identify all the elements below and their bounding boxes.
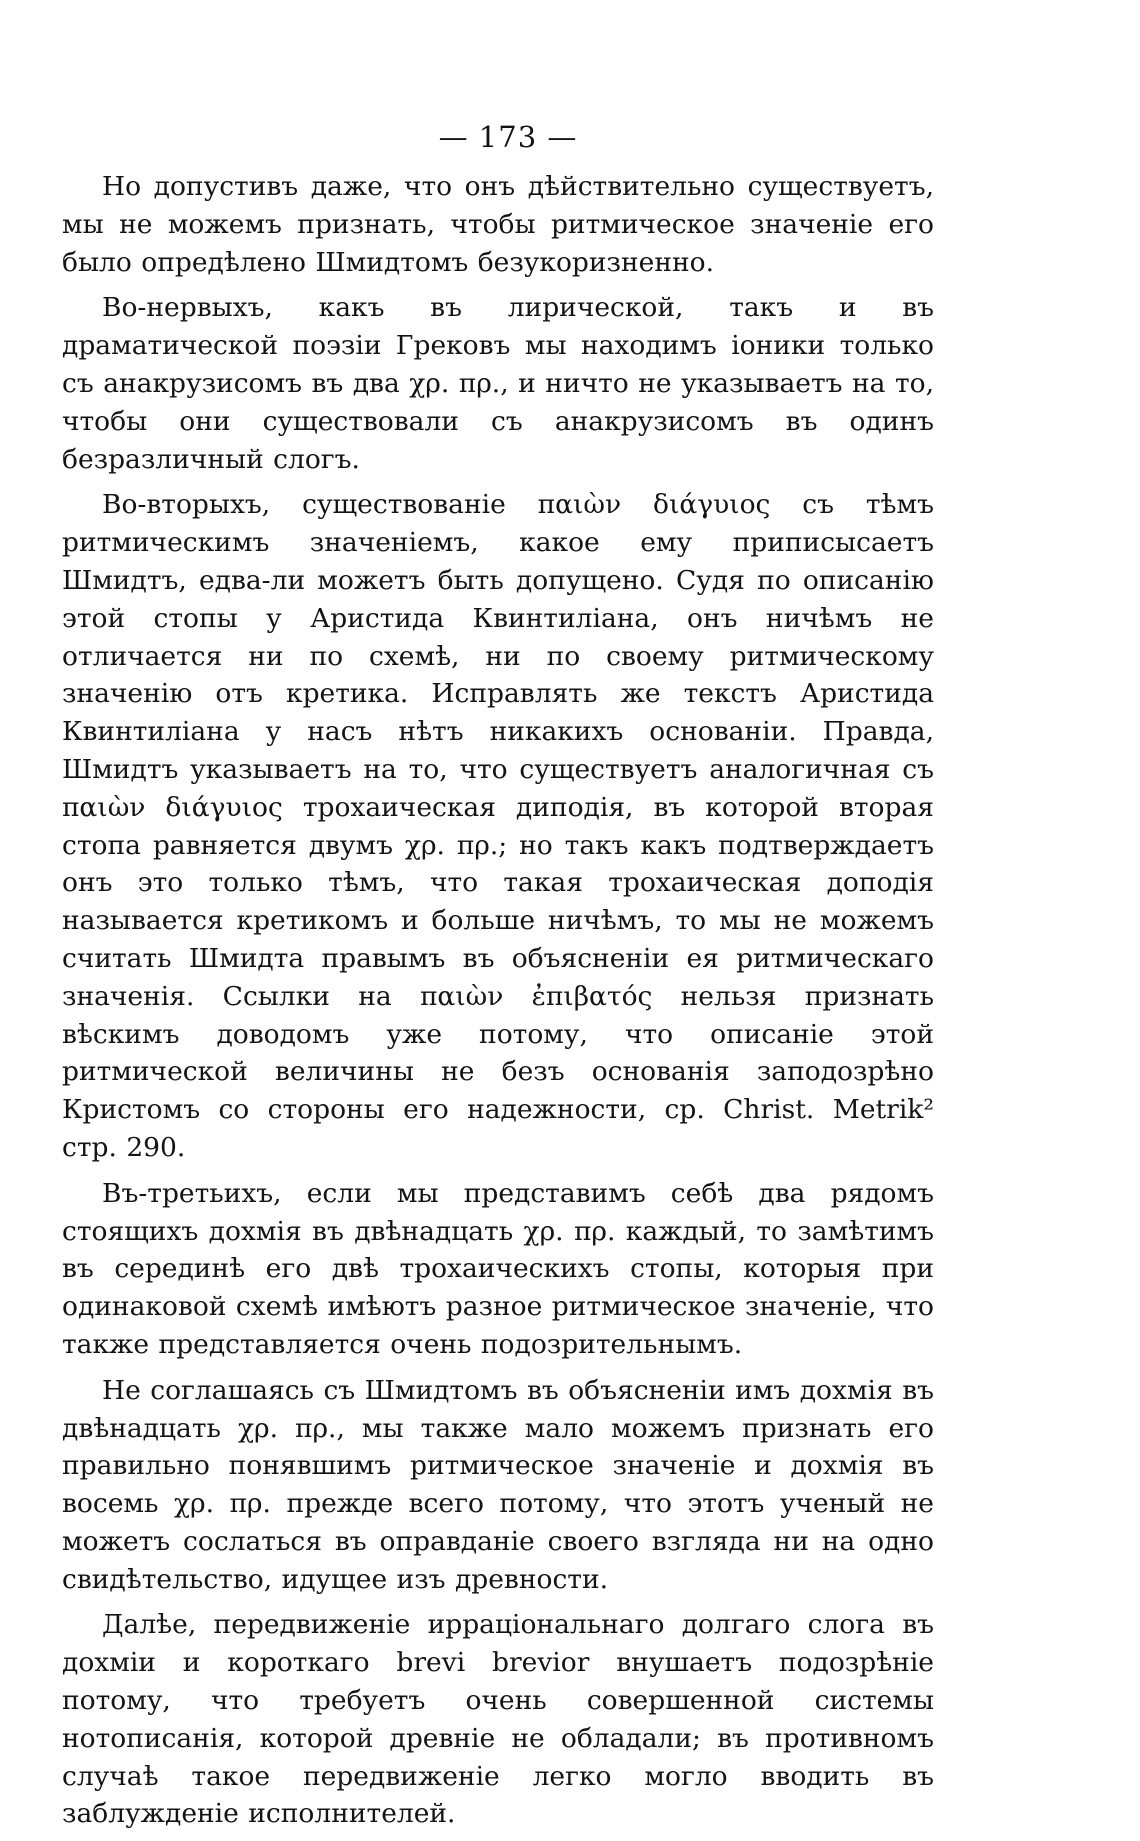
- paragraph-4: Въ-третьихъ, если мы представимъ себѣ два рядомъ стоящихъ дохмiя въ двѣнадцать χρ. πρ. каждый, то замѣтимъ въ серединѣ его двѣ трохаическихъ стопы, которыя при одинаковой схемѣ имѣютъ разное ритмическое значенiе, что также представляется очень подозрительнымъ.: [62, 1177, 934, 1360]
- paragraph-2: Во-нервыхъ, какъ въ лирической, такъ и въ драматической поэзiи Грековъ мы находимъ iоники только съ анакрузисомъ въ два χρ. πρ., и ничто не указываетъ на то, чтобы они существовали съ анакрузисомъ въ одинъ безразличный слогъ.: [62, 292, 934, 475]
- paragraph-3: Во-вторыхъ, существованiе παιὼν διάγυιος съ тѣмъ ритмическимъ значенiемъ, какое ему приписысаетъ Шмидтъ, едва-ли можетъ быть допущено. Судя по описанiю этой стопы у Аристида Квинтилiана, онъ ничѣмъ не отличается ни по схемѣ, ни по своему ритмическому значенiю отъ кретика. Исправлять же текстъ Аристида Квинтилiана у насъ нѣтъ никакихъ основанiи. Правда, Шмидтъ указываетъ на то, что существуетъ аналогичная съ παιὼν διάγυιος трохаическая диподiя, въ которой вторая стопа равняется двумъ χρ. πρ.; но такъ какъ подтверждаетъ онъ это только тѣмъ, что такая трохаическая доподiя называется кретикомъ и больше ничѣмъ, то мы не можемъ считать Шмидта правымъ въ объясненiи ея ритмическаго значенiя. Ссылки на παιὼν ἐπιβατός нельзя признать вѣскимъ доводомъ уже потому, что описанiе этой ритмической величины не безъ основанiя заподозрѣно Кристомъ со стороны его надежности, ср. Christ. Metrik² стр. 290.: [62, 489, 934, 1163]
- paragraph-6: Далѣе, передвиженiе ирраціональнаго долгаго слога въ дохмiи и короткаго brevi brevior внушаетъ подозрѣнiе потому, что требуетъ очень совершенной системы нотописанiя, которой древнiе не обладали; въ противномъ случаѣ такое передвиженiе легко могло вводить въ заблужденiе исполнителей.: [62, 1609, 934, 1830]
- page: [62, 120, 934, 1841]
- page-number: — 173 —: [438, 120, 578, 154]
- paragraph-5: Не соглашаясь съ Шмидтомъ въ объясненiи имъ дохмiя въ двѣнадцать χρ. πρ., мы также мало можемъ признать его правильно понявшимъ ритмическое значенiе и дохмiя въ восемь χρ. πρ. прежде всего потому, что этотъ ученый не можетъ сослаться въ оправданiе своего взгляда ни на одно свидѣтельство, идущее изъ древности.: [62, 1374, 934, 1595]
- paragraph-1: Но допустивъ даже, что онъ дѣйствительно существуетъ, мы не можемъ признать, чтобы ритмическое значенiе его было опредѣлено Шмидтомъ безукоризненно.: [62, 171, 934, 278]
